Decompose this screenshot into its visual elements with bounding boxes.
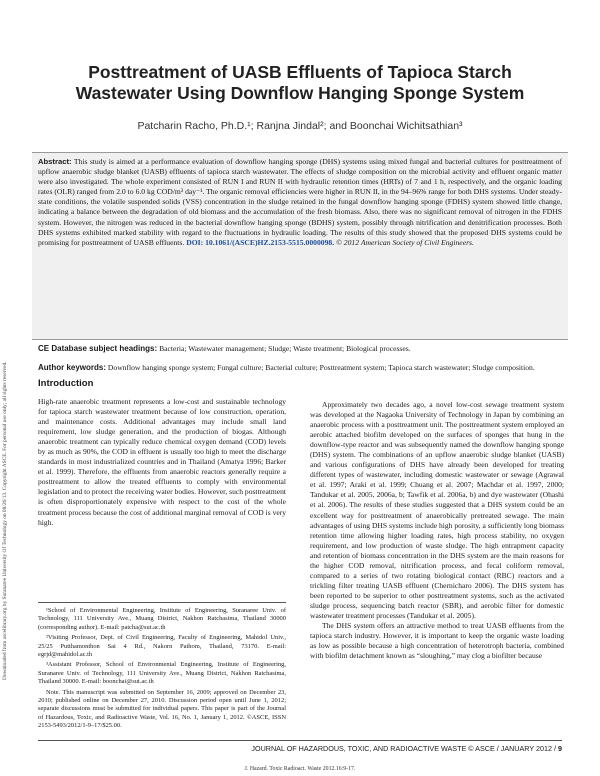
intro-paragraph-1: High-rate anaerobic treatment represents a low-cost and sustainable technology for tapioca starch wastewater treatment because of low construction, operation, and maintenance costs. Additional advantages may include small land requirement, low sludge generation, and the production of biogas. Although anaerobic treatment can typically reduce chemical oxygen demand (COD) levels by as much as 90%, the COD in effluent is usually too high to meet the discharge standards in most industrialized countries and in Thailand (Amatya 1996; Barker et al. 1999). Therefore, the effluents from anaerobic reactors generally require a posttreatment to allow the treated effluents to comply with environmental legislation and to protect the receiving water bodies. However, such posttreatment is often disproportionately expensive with respect to the cost of the whole treatment process because the cost of additional marginal removal of COD is very high. <box>38 397 286 527</box>
footnotes <box>38 602 286 733</box>
subject-headings-label: CE Database subject headings: <box>38 344 158 353</box>
intro-paragraph-2: Approximately two decades ago, a novel low-cost sewage treatment system was developed at the Nagaoka University of Technology in Japan by combining an anaerobic process with a posttreatment unit. The posttreatment system employed an aerobic attached biofilm developed on the surfaces of sponges that hung in the downflow-type reactor and was subsequently named the downflow hanging sponge (DHS) system. The combinations of an upflow anaerobic sludge blanket (UASB) and various configurations of DHS have already been developed for treating different types of wastewater, including domestic wastewater or sewage (Agrawal et al. 1997; Araki et al. 1999; Chuang et al. 2007; Machdar et al. 1997, 2000; Tandukar et al. 2005, 2006a, b; Tawfik et al. 2006a, b) and dye wastewater (Ohashi et al. 2006). The results of these studies suggested that a DHS system could be an excellent way for posttreatment of anaerobically pretreated sewage. The main advantages of using DHS systems include high porosity, a sufficiently long biomass retention time allowing higher loading rates, high process stability, no oxygen requirement, and low production of waste sludge. The high entrapment capacity and retention of biomass concentration in the DHS system are the main reasons for the higher COD removal, nitrification process, and fecal coliform removal, compared to a series of two rotating biological contact (RBC) reactors and a trickling filter treating UASB effluent (Chernicharo 2006). The DHS system has been reported to be superior to other posttreatment systems, such as the activated sludge process, sequencing batch reactor (SBR), and aerobic filter for domestic wastewater treatment processes (Tandukar et al. 2005). <box>310 400 564 620</box>
footer-journal: JOURNAL OF HAZARDOUS, TOXIC, AND RADIOACTIVE WASTE © ASCE / JANUARY 2012 / <box>251 744 556 753</box>
author-keywords <box>38 363 562 373</box>
left-column <box>38 378 286 528</box>
author-keywords-label: Author keywords: <box>38 363 107 372</box>
copyright-notice: © 2012 American Society of Civil Engineers. <box>336 237 474 247</box>
abstract <box>38 157 562 248</box>
abstract-text: This study is aimed at a performance evaluation of downflow hanging sponge (DHS) systems using mixed fungal and bacterial cultures for posttreatment of upflow anaerobic sludge blanket (UASB) effluents of tapioca starch wastewater. The effects of sludge composition on the microbial activity and effluent organic matter were also investigated. The whole experiment consisted of RUN I and RUN II with hydraulic retention times (HRTs) of 7 and 1 h, respectively, and the organic loading rates (OLR) ranged from 2.0 to 6.0 kg COD/m³ day⁻¹. The organic removal efficiencies were higher in RUN II, in the 94–96% range for both DHS systems. Under steady-state conditions, the volatile suspended solids (VSS) concentration in the sludge retained in the fungal downflow hanging sponge (FDHS) system showed little change, indicating a balance between the degradation of old biomass and the accumulation of the fresh biomass. Also, there was no significant removal of nitrogen in the FDHS system. However, the nitrogen was reduced in the bacterial downflow hanging sponge (BDHS) system, possibly through nitrification and denitrification processes. Both DHS systems exhibited marked stability with regard to the fluctuations in hydraulic loading. The results of this study showed that the proposed DHS systems could be promising for posttreatment of UASB effluents. <box>38 157 562 247</box>
subject-headings <box>38 344 562 354</box>
download-notice <box>2 160 16 680</box>
page-number: 9 <box>558 744 562 753</box>
author-keywords-text: Downflow hanging sponge system; Fungal culture; Bacterial culture; Posttreatment system; Tapioca starch wastewater; Sludge composition. <box>107 363 535 372</box>
doi-link[interactable]: DOI: 10.1061/(ASCE)HZ.2153-5515.0000098. <box>186 237 335 247</box>
footnote-author-3: ³Assistant Professor, School of Environmental Engineering, Institute of Engineering, Suranaree Univ. of Technology, 111 University Ave., Muang District, Nakhon Ratchasima, Thailand 30000. E-mail: boonchai@sut.ac.th <box>38 661 286 686</box>
section-heading-introduction: Introduction <box>38 378 94 389</box>
footnote-author-2: ²Visiting Professor, Dept. of Civil Engineering, Faculty of Engineering, Mahidol Univ., 25/25 Putthamonthon Sai 4 Rd., Nakorn Pathom, Thailand, 73170. E-mail: egrjd@mahidol.ac.th <box>38 634 286 659</box>
download-notice-text: Downloaded from ascelibrary.org by Suranaree University Of Technology on 08/26/13. Copyright ASCE. For personal use only; all rights reserved. <box>2 361 8 680</box>
footnote-submission-note: Note. This manuscript was submitted on September 16, 2009; approved on December 23, 2010; published online on December 27, 2010. Discussion period open until June 1, 2012; separate discussions must be submitted for individual papers. This paper is part of the Journal of Hazardous, Toxic, and Radioactive Waste, Vol. 16, No. 1, January 1, 2012. ©ASCE, ISSN 2153-5493/2012/1-9–17/$25.00. <box>38 688 286 730</box>
paper-title: Posttreatment of UASB Effluents of Tapioca Starch Wastewater Using Downflow Hanging Sponge System <box>75 62 525 103</box>
page-footer <box>38 740 562 753</box>
footnote-author-1: ¹School of Environmental Engineering, Institute of Engineering, Suranaree Univ. of Technology, 111 University Ave., Muang District, Nakhon Ratchasima, Thailand 30000 (corresponding author). E-mail: patcha@sut.ac.th <box>38 607 286 631</box>
right-column <box>310 400 564 661</box>
intro-paragraph-3: The DHS system offers an attractive method to treat UASB effluents from the tapioca starch industry. However, it is important to keep the organic waste loading as low as possible because a high concentration of heterotroph bacteria, combined with biofilm detachment known as “sloughing,” may clog a biofilter because <box>310 621 564 661</box>
abstract-label: Abstract: <box>38 157 72 166</box>
author-list: Patcharin Racho, Ph.D.¹; Ranjna Jindal²; and Boonchai Wichitsathian³ <box>137 120 463 132</box>
subject-headings-text: Bacteria; Wastewater management; Sludge; Waste treatment; Biological processes. <box>159 344 411 353</box>
citation-line: J. Hazard. Toxic Radioact. Waste 2012.16:9-17. <box>244 766 356 772</box>
